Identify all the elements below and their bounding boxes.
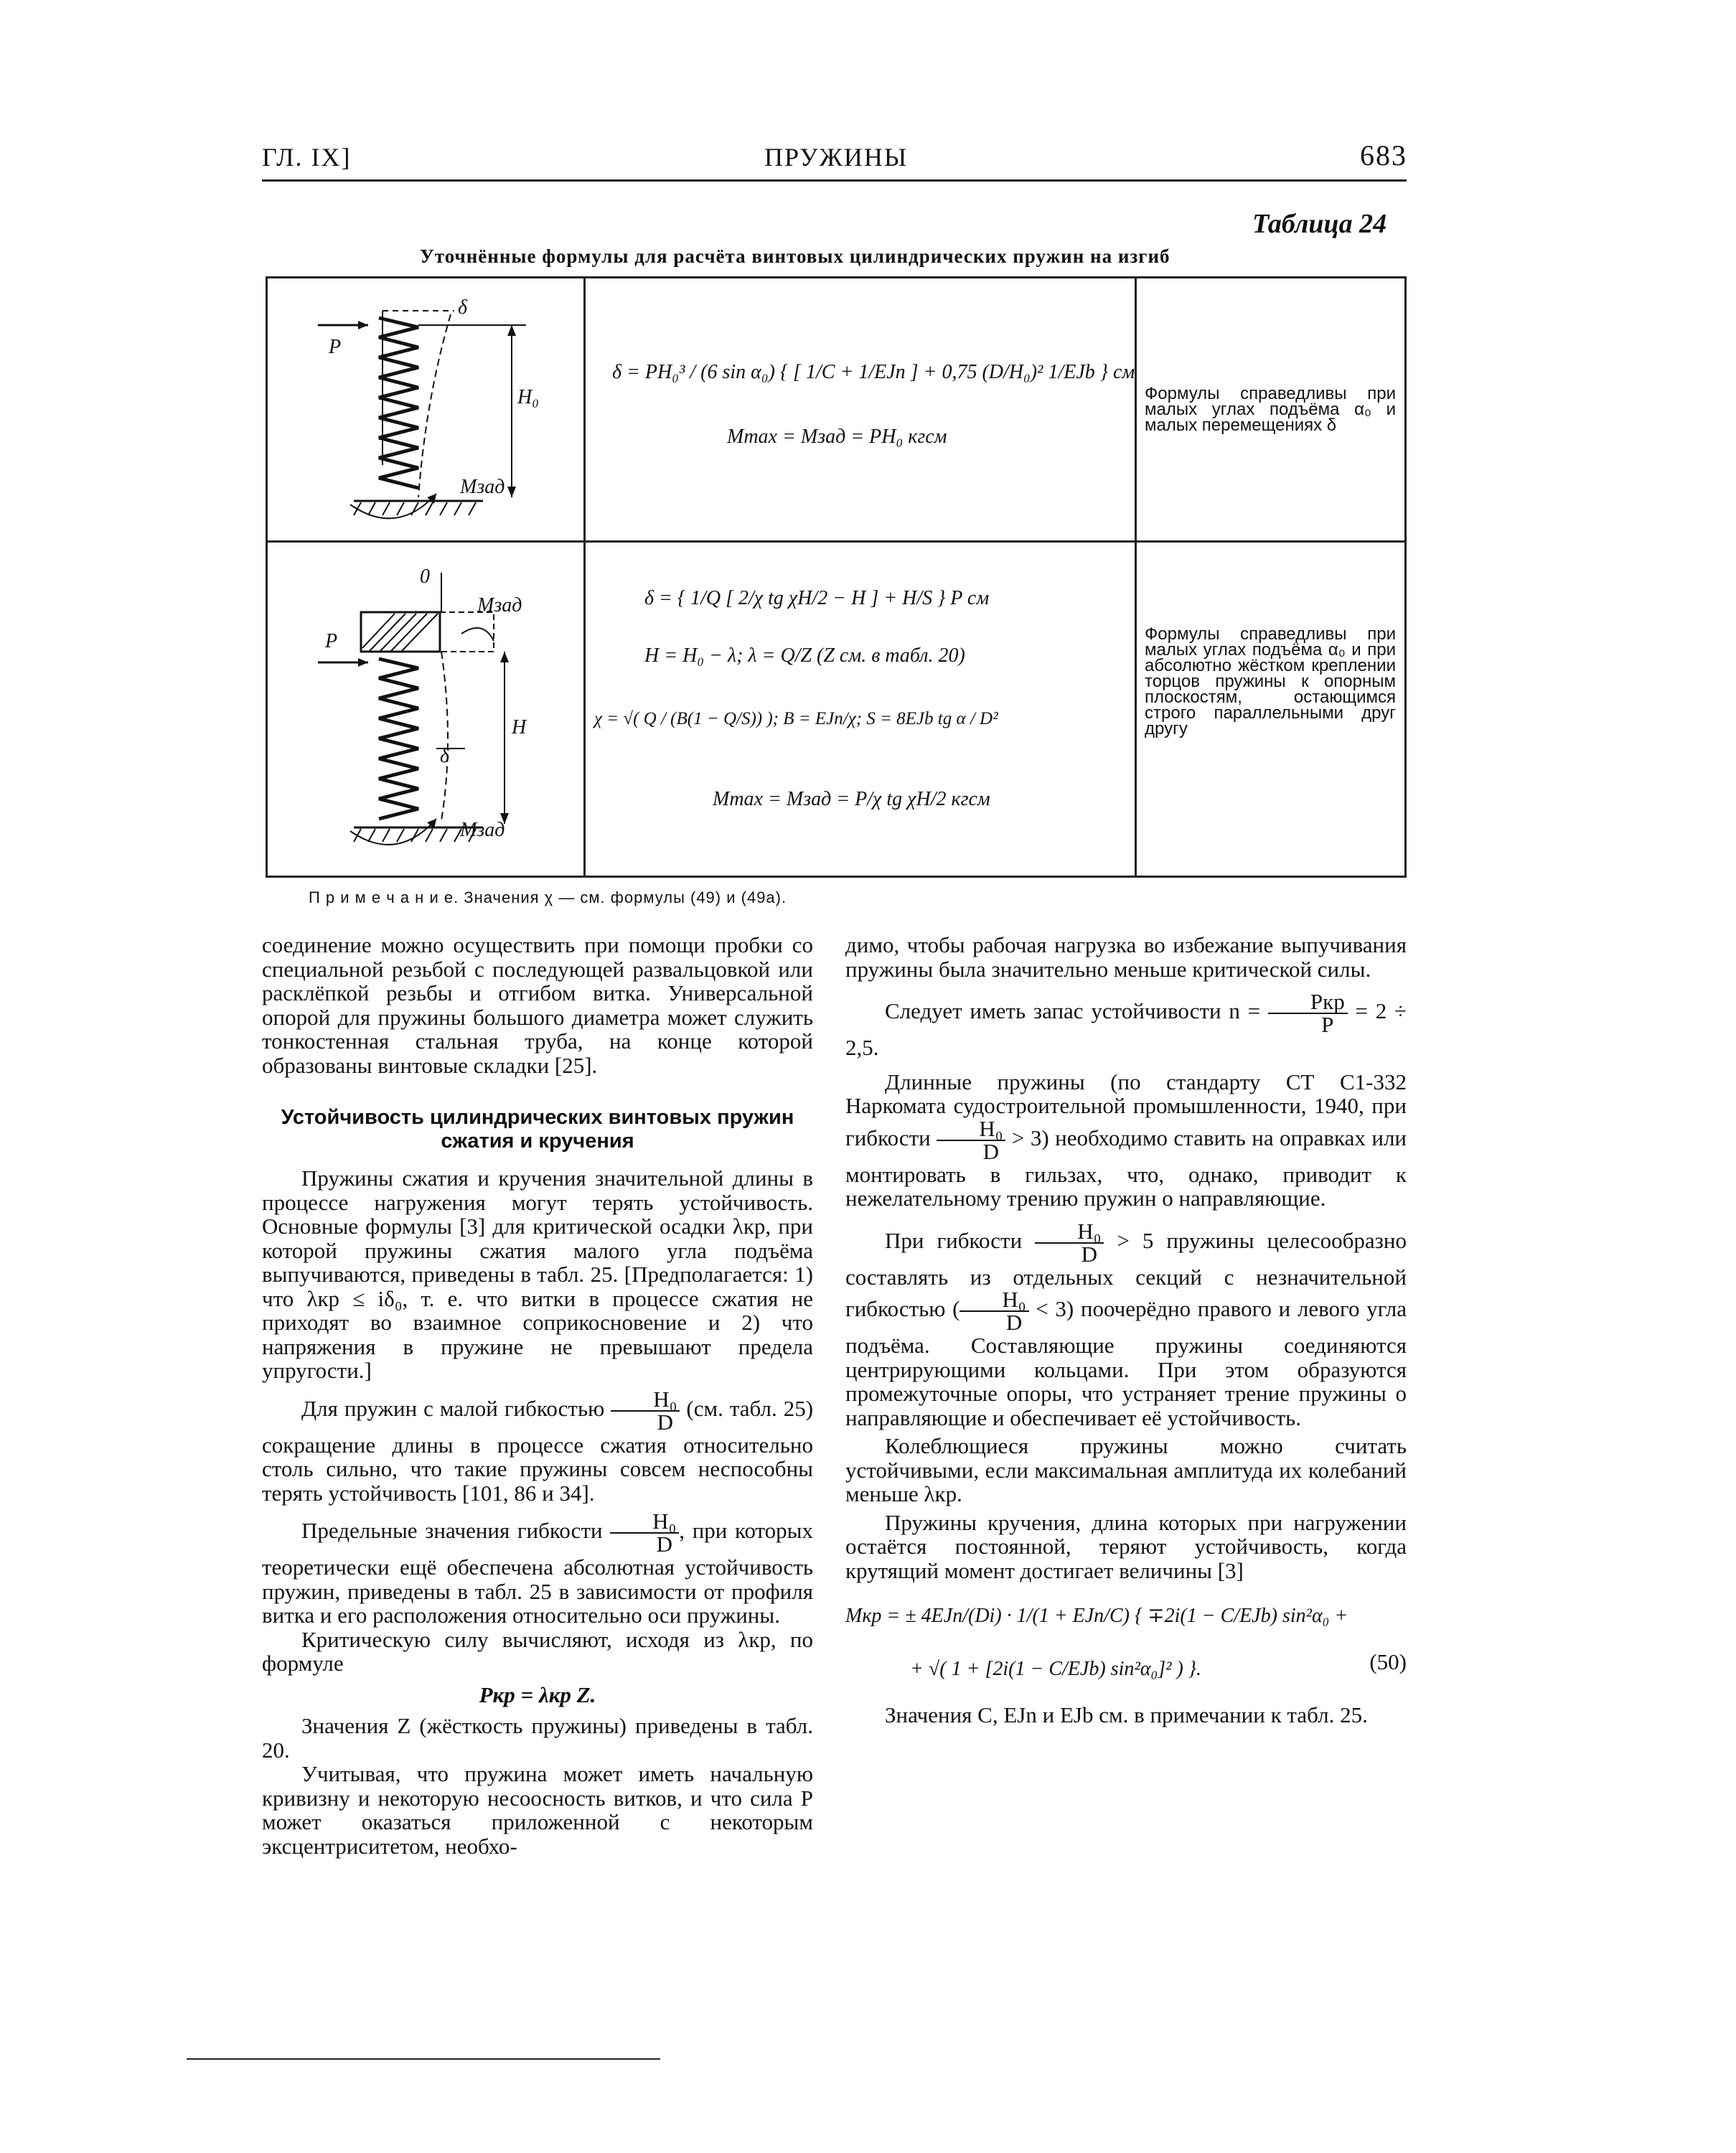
row1-formula-moment: Mmax = Mзад = PH₀ кгсм xyxy=(727,426,947,448)
right-p4-start: При гибкости xyxy=(885,1227,1023,1253)
right-p4-mid: > 5 пружины целесообразно составлять из отдельных секций с незначительной гибкостью ( xyxy=(845,1227,1407,1322)
table-row-divider xyxy=(268,540,1404,543)
right-paragraph-1: димо, чтобы рабочая нагрузка во избежание выпучивания пружины была значительно меньше критической силы. xyxy=(845,932,1407,982)
fig2-label-delta: δ xyxy=(440,745,450,767)
fraction-numerator: H₀ xyxy=(611,1389,680,1412)
left-p4-end: , при которых теоретически ещё обеспечена абсолютная устойчивость пружин, приведены в табл. 25 в зависимости от профиля витка и его расположения относительно оси пружины. xyxy=(262,1518,813,1628)
fig1-label-P: P xyxy=(329,336,342,358)
clamped-spring-figure xyxy=(311,562,569,863)
bottom-rule xyxy=(187,2058,660,2060)
right-paragraph-3 xyxy=(845,1070,1407,1211)
formula-pkr: Pкр = λкр Z. xyxy=(479,1681,596,1707)
cantilever-spring-figure xyxy=(311,293,569,530)
row2-formula-deflection: δ = { 1/Q [ 2/χ tg χH/2 − H ] + H/S } P см xyxy=(644,587,990,609)
right-paragraph-6: Пружины кручения, длина которых при нагружении остаётся постоянной, теряют устойчивость, когда крутящий момент достигает величины [3] xyxy=(845,1509,1407,1583)
stability-margin-fraction xyxy=(1268,991,1348,1036)
page-number: 683 xyxy=(1360,139,1407,172)
formula-50-line-2: + √( 1 + [2i(1 − C/EJb) sin²α₀]² ) }. xyxy=(910,1657,1201,1680)
fraction-denominator: D xyxy=(982,1138,999,1164)
left-p3-end: (см. табл. 25) сокращение длины в процессе сжатия относительно столь сильно, что такие пружины совсем неспособны терять устойчивость [101, 86 и 34]. xyxy=(262,1395,814,1506)
right-p3-end: > 3) необходимо ставить на оправках или монтировать в гильзах, что, однако, приводит к нежелательному трению пружин о направляющие. xyxy=(845,1125,1407,1211)
fig2-label-P: P xyxy=(325,630,338,652)
left-column xyxy=(262,933,813,1858)
formula-50-number: (50) xyxy=(1369,1648,1407,1674)
row2-formula-moment: Mmax = Mзад = P/χ tg χH/2 кгсм xyxy=(713,788,990,810)
formula-table xyxy=(266,276,1407,878)
fraction-denominator: D xyxy=(1005,1310,1023,1335)
left-paragraph-1: соединение можно осуществить при помощи пробки со специальной резьбой с последующей развальцовкой или расклёпкой резьбы и отгибом витка. Универсальной опорой для пружины большого диаметра может служить тонкостенная стальная труба, на конце которой образованы винтовые складки [25]. xyxy=(262,932,813,1078)
fraction-numerator: H₀ xyxy=(960,1289,1028,1312)
row2-formula-H: H = H₀ − λ; λ = Q/Z (Z см. в табл. 20) xyxy=(644,644,965,667)
chapter-label: ГЛ. IX] xyxy=(262,143,352,172)
table-title: Уточнённые формулы для расчёта винтовых цилиндрических пружин на изгиб xyxy=(420,245,1170,267)
right-p3-start: Длинные пружины (по стандарту СТ С1-332 Наркомата судостроительной промышленности, 1940, при гибкости xyxy=(845,1069,1407,1150)
left-paragraph-3 xyxy=(262,1386,814,1506)
right-p4-end: < 3) поочерёдно правого и левого угла подъёма. Составляющие пружины соединяются центрирующими кольцами. При этом образуются промежуточные опоры, что устраняет трение пружины о направляющие и обеспечивает её устойчивость. xyxy=(845,1296,1407,1430)
right-column xyxy=(845,933,1407,1727)
fig1-label-Mzad: Mзад xyxy=(460,476,505,498)
flexibility-fraction-5 xyxy=(960,1289,1028,1333)
table-col-divider-2 xyxy=(1135,278,1137,876)
fraction-numerator: H₀ xyxy=(1035,1221,1104,1244)
flexibility-fraction-2 xyxy=(610,1511,679,1555)
left-paragraph-4 xyxy=(262,1511,813,1628)
running-title: ПРУЖИНЫ xyxy=(764,143,909,172)
fig2-label-Mzad-bottom: Mзад xyxy=(460,819,505,841)
fraction-denominator: D xyxy=(657,1409,674,1435)
fraction-denominator: D xyxy=(1081,1241,1097,1267)
right-paragraph-5: Колеблющиеся пружины можно считать устойчивыми, если максимальная амплитуда их колебаний меньше λкр. xyxy=(845,1433,1407,1506)
formula-50-line-2-row xyxy=(845,1650,1407,1693)
fraction-numerator: Pкр xyxy=(1268,991,1348,1014)
right-paragraph-7: Значения C, EJn и EJb см. в примечании к табл. 25. xyxy=(885,1702,1368,1727)
left-paragraph-7: Учитывая, что пружина может иметь начальную кривизну и некоторую несоосность витков, и что сила P может оказаться приложенной с некоторым эксцентриситетом, необхо- xyxy=(262,1761,813,1859)
right-p2-end: = 2 ÷ 2,5. xyxy=(845,998,1407,1060)
table-col-divider-1 xyxy=(583,278,586,876)
right-paragraph-2 xyxy=(845,991,1407,1060)
flexibility-fraction xyxy=(611,1386,680,1435)
right-p2-start: Следует иметь запас устойчивости n = xyxy=(885,998,1261,1024)
fig1-label-delta: δ xyxy=(458,296,468,319)
fraction-numerator: H₀ xyxy=(610,1511,679,1534)
row1-formula-deflection: δ = PH₀³ / (6 sin α₀) { [ 1/C + 1/EJn ] + 0,75 (D/H₀)² 1/EJb } см xyxy=(612,361,1135,383)
fig2-label-Mzad-top: Mзад xyxy=(477,594,522,616)
left-paragraph-6: Значения Z (жёсткость пружины) приведены в табл. 20. xyxy=(262,1713,813,1763)
row2-formula-chi: χ = √( Q / (B(1 − Q/S)) ); B = EJn/χ; S = 8EJb tg α / D² xyxy=(594,709,998,728)
formula-50-line-1: Mкр = ± 4EJn/(Di) · 1/(1 + EJn/C) { ∓2i(1 − C/EJb) sin²α₀ + xyxy=(845,1605,1348,1627)
fraction-denominator: D xyxy=(656,1532,672,1557)
fig1-label-H0: H₀ xyxy=(517,386,539,408)
table-label: Таблица 24 xyxy=(1252,209,1387,239)
flexibility-fraction-3 xyxy=(937,1115,1005,1164)
table-footnote: П р и м е ч а н и е. Значения χ — см. формулы (49) и (49а). xyxy=(309,888,787,906)
fraction-denominator: P xyxy=(1321,1012,1334,1037)
section-title: Устойчивость цилиндрических винтовых пружин сжатия и кручения xyxy=(281,1106,794,1153)
left-paragraph-2: Пружины сжатия и кручения значительной длины в процессе нагружения могут терять устойчивость. Основные формулы [3] для критической осадки λкр, при которой пружины сжатия малого угла подъёма выпучиваются, приведены в табл. 25. [Предполагается: 1) что λкр ≤ iδ₀, т. е. что витки в процессе сжатия не приходят во взаимное соприкосновение и 2) что напряжения в пружине не превышают предела упругости.] xyxy=(262,1165,813,1383)
left-p3-start: Для пружин с малой гибкостью xyxy=(301,1395,605,1421)
flexibility-fraction-4 xyxy=(1035,1218,1104,1267)
right-paragraph-4 xyxy=(845,1218,1407,1430)
left-p4-start: Предельные значения гибкости xyxy=(301,1518,603,1544)
left-paragraph-5: Критическую силу вычисляют, исходя из λкр, по формуле xyxy=(262,1626,813,1676)
fig2-label-H: H xyxy=(512,716,527,738)
row2-validity-note: Формулы справедливы при малых углах подъёма α₀ и при абсолютно жёстком креплении торцов пружины к опорным плоскостям, остающимся строго параллельными друг другу xyxy=(1145,624,1396,738)
header-rule xyxy=(262,179,1407,182)
fig2-label-0: 0 xyxy=(420,566,430,588)
fraction-numerator: H₀ xyxy=(937,1118,1005,1141)
row1-validity-note: Формулы справедливы при малых углах подъёма α₀ и малых перемещениях δ xyxy=(1145,384,1396,435)
